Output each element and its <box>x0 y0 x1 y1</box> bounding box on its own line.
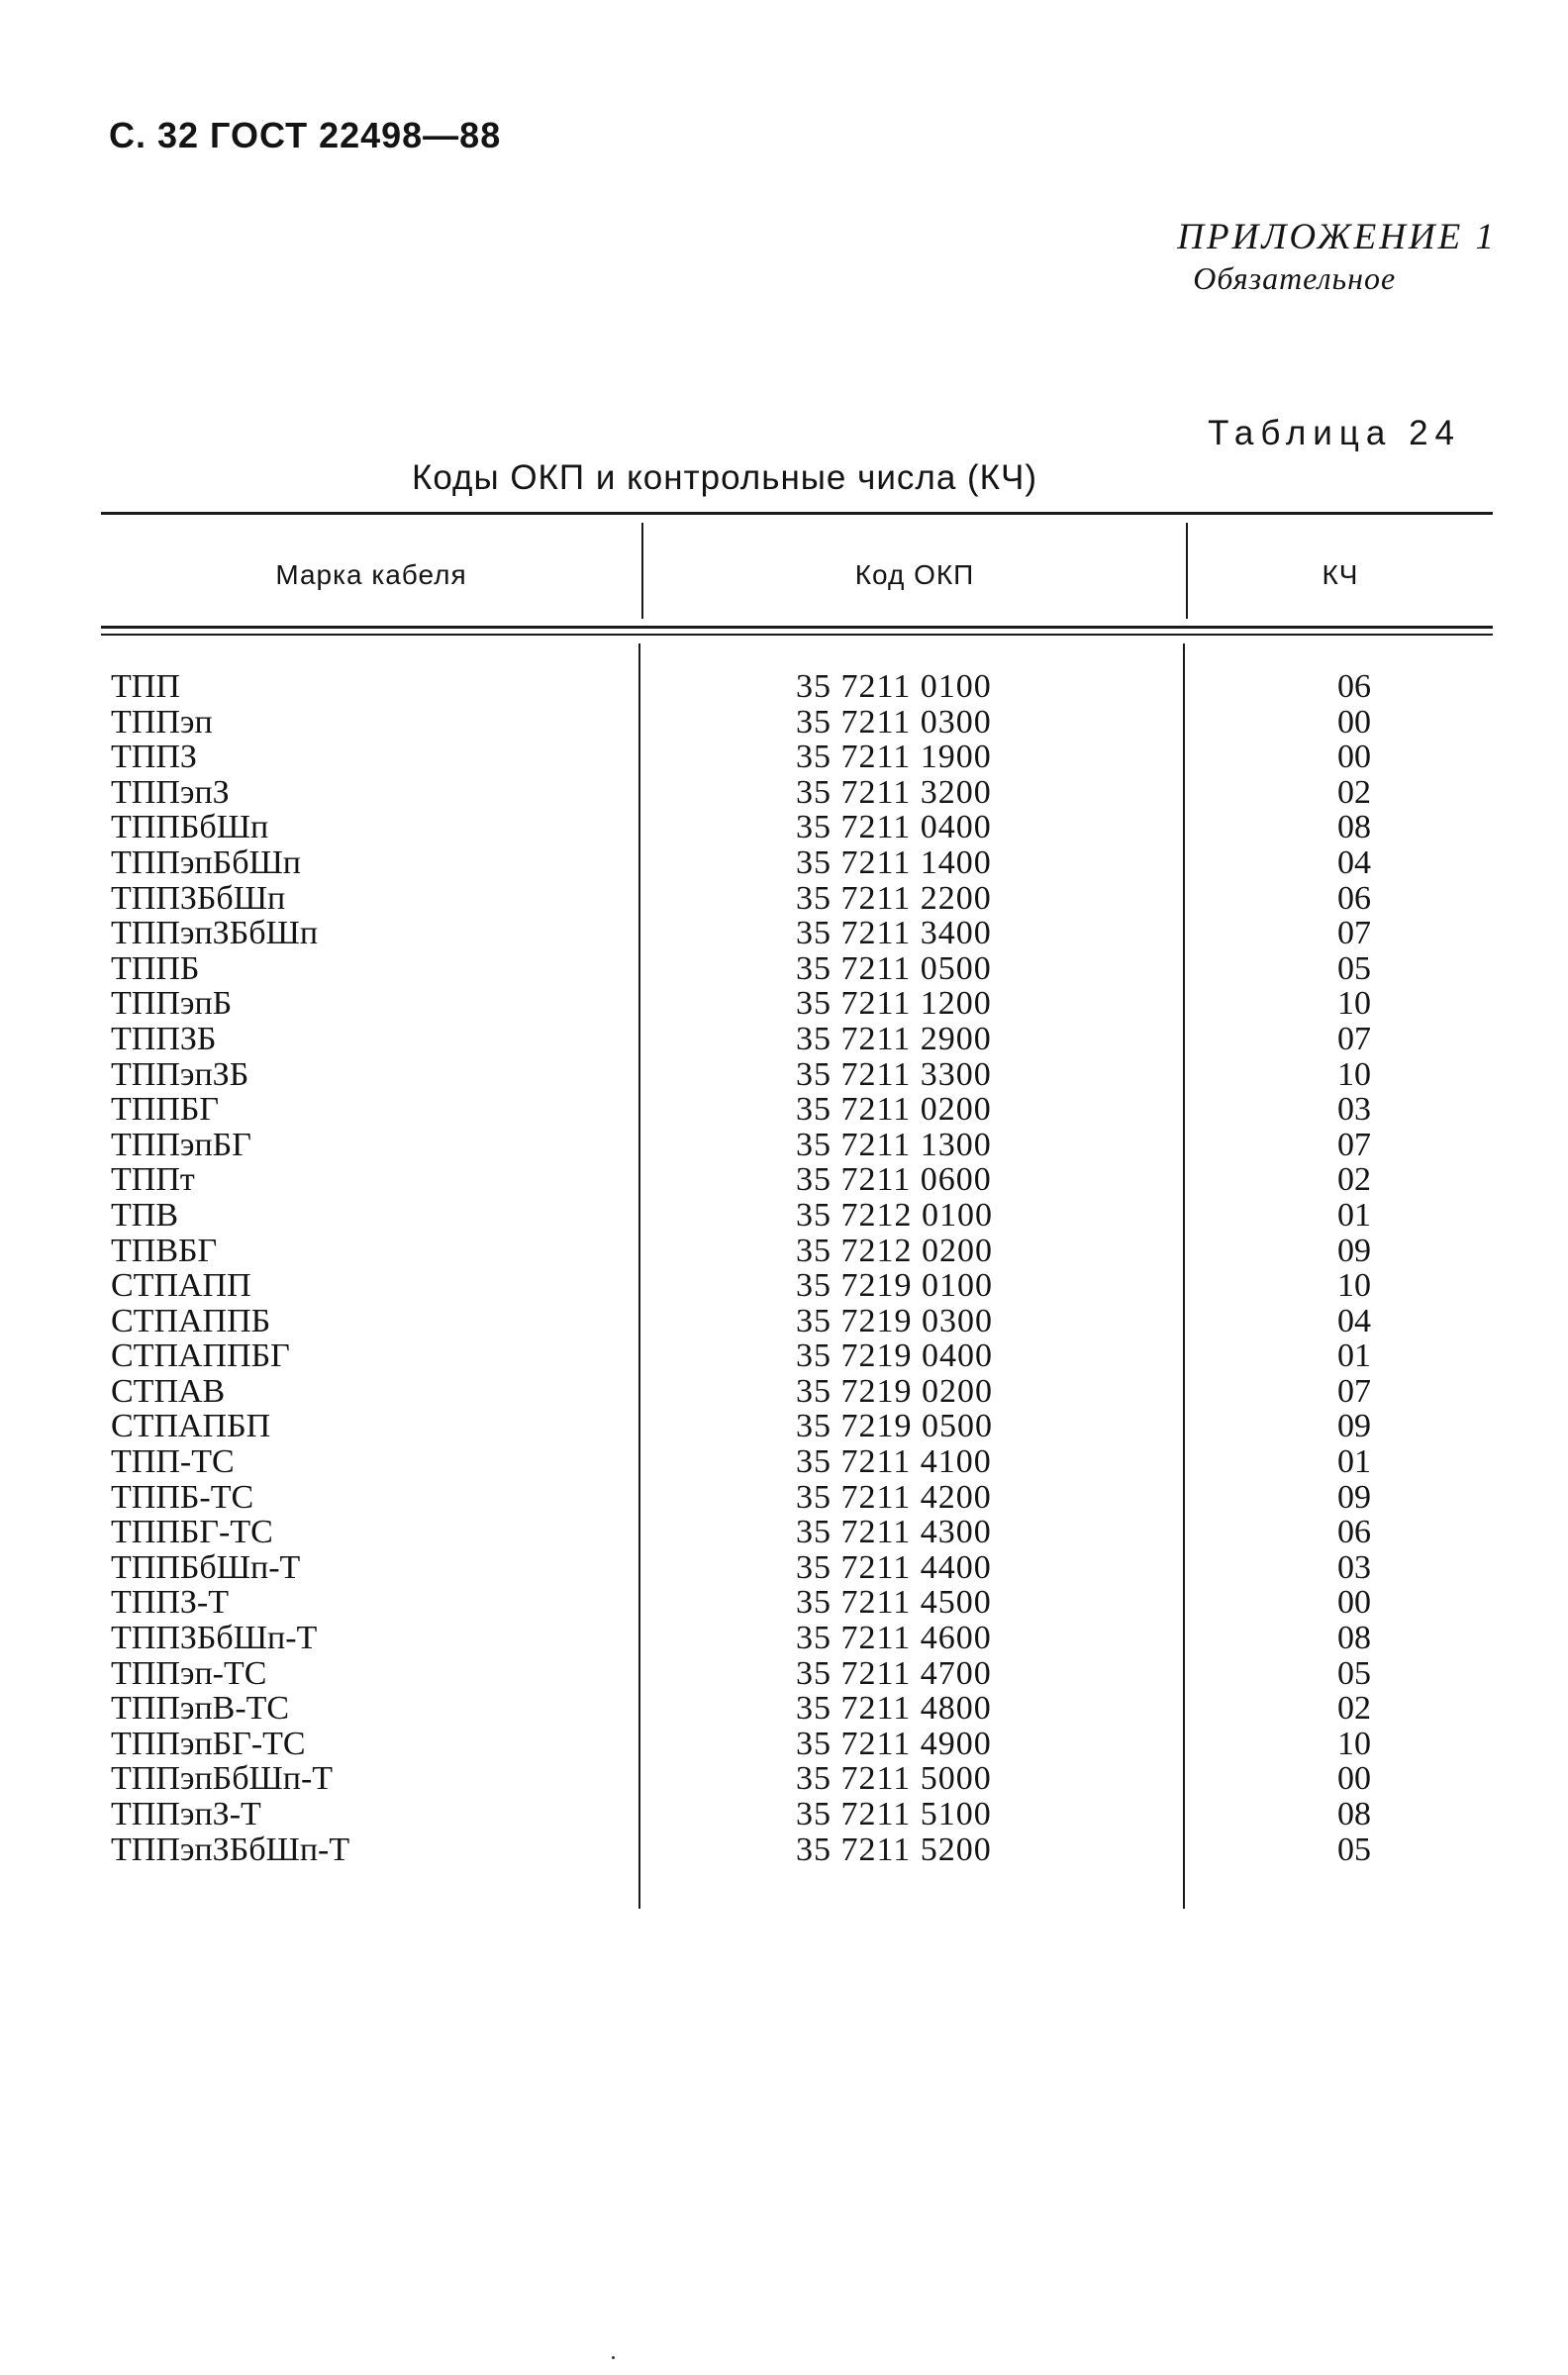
table-row <box>0 1234 1568 1269</box>
table-row <box>0 1022 1568 1057</box>
okp-code: 35 7219 0200 <box>796 1372 993 1410</box>
okp-code: 35 7211 4300 <box>796 1514 992 1551</box>
cable-mark: ТППэпЗ <box>111 773 230 811</box>
cable-mark: ТППЗБбШп <box>111 879 286 917</box>
cable-mark: ТППт <box>111 1161 195 1199</box>
control-number: 08 <box>1337 1620 1371 1657</box>
table-row <box>0 951 1568 987</box>
cable-mark: ТППЗ <box>111 739 197 776</box>
appendix-subtitle: Обязательное <box>1193 260 1397 296</box>
table-row <box>0 1092 1568 1128</box>
okp-code: 35 7211 0100 <box>796 668 992 705</box>
control-number: 10 <box>1337 1055 1371 1093</box>
cable-mark: ТППэпБбШп <box>111 843 301 881</box>
cable-mark: ТППБбШп <box>111 809 269 846</box>
okp-code: 35 7211 2200 <box>796 879 992 917</box>
table-row <box>0 916 1568 951</box>
table-row <box>0 845 1568 881</box>
control-number: 04 <box>1337 843 1371 881</box>
control-number: 05 <box>1337 949 1371 987</box>
control-number: 01 <box>1337 1443 1371 1481</box>
control-number: 08 <box>1337 809 1371 846</box>
table-row <box>0 986 1568 1022</box>
control-number: 00 <box>1337 739 1371 776</box>
table-row <box>0 775 1568 811</box>
control-number: 00 <box>1337 703 1371 741</box>
table-row <box>0 1374 1568 1410</box>
okp-code: 35 7211 0600 <box>796 1161 992 1199</box>
table-row <box>0 881 1568 917</box>
table-row <box>0 1515 1568 1550</box>
okp-code: 35 7211 5200 <box>796 1831 992 1868</box>
cable-mark: ТППэпБГ-ТС <box>111 1725 306 1762</box>
okp-code: 35 7211 1300 <box>796 1126 992 1163</box>
okp-code: 35 7211 4100 <box>796 1443 992 1481</box>
okp-code: 35 7211 0300 <box>796 703 992 741</box>
control-number: 07 <box>1337 915 1371 952</box>
table-row <box>0 1656 1568 1692</box>
okp-code: 35 7211 0200 <box>796 1091 992 1129</box>
control-number: 05 <box>1337 1831 1371 1868</box>
control-number: 09 <box>1337 1232 1371 1269</box>
okp-code: 35 7219 0100 <box>796 1267 993 1305</box>
cable-mark: ТППЗ-Т <box>111 1584 229 1622</box>
control-number: 08 <box>1337 1796 1371 1832</box>
control-number: 05 <box>1337 1654 1371 1692</box>
table-row <box>0 1761 1568 1797</box>
okp-code: 35 7211 3400 <box>796 915 992 952</box>
okp-code: 35 7211 3300 <box>796 1055 992 1093</box>
okp-code: 35 7211 1400 <box>796 843 992 881</box>
cable-mark: СТПАПБП <box>111 1408 271 1445</box>
control-number: 06 <box>1337 668 1371 705</box>
cable-mark: СТПАППБГ <box>111 1337 290 1375</box>
okp-code: 35 7211 5000 <box>796 1760 992 1798</box>
okp-code: 35 7212 0200 <box>796 1232 993 1269</box>
okp-code: 35 7211 0400 <box>796 809 992 846</box>
table-number: Таблица 24 <box>1208 414 1461 452</box>
control-number: 06 <box>1337 1514 1371 1551</box>
cable-mark: ТППЗБ <box>111 1020 217 1057</box>
table-row <box>0 1832 1568 1868</box>
control-number: 07 <box>1337 1126 1371 1163</box>
table-top-rule <box>101 512 1493 515</box>
okp-code: 35 7219 0500 <box>796 1408 993 1445</box>
cable-mark: ТППэпЗБбШп-Т <box>111 1831 350 1868</box>
appendix-block <box>1177 216 1497 297</box>
header-bottom-rule <box>101 626 1493 629</box>
cable-mark: ТППэпВ-ТС <box>111 1690 290 1728</box>
table-body <box>0 669 1568 1867</box>
table-row <box>0 1480 1568 1516</box>
table-row <box>0 1797 1568 1832</box>
table-row <box>0 740 1568 775</box>
control-number: 04 <box>1337 1302 1371 1339</box>
column-header-kch: КЧ <box>1322 559 1359 590</box>
page-dot <box>612 2356 615 2359</box>
cable-mark: ТППэпБГ <box>111 1126 251 1163</box>
table-row <box>0 669 1568 705</box>
appendix-title: ПРИЛОЖЕНИЕ 1 <box>1177 217 1497 257</box>
okp-code: 35 7211 4500 <box>796 1584 992 1622</box>
cable-mark: ТПП-ТС <box>111 1443 235 1481</box>
okp-code: 35 7219 0400 <box>796 1337 993 1375</box>
table-row <box>0 1162 1568 1198</box>
header-bottom-rule-double <box>101 634 1493 636</box>
control-number: 10 <box>1337 985 1371 1023</box>
control-number: 02 <box>1337 1690 1371 1728</box>
cable-mark: ТППБ <box>111 949 200 987</box>
control-number: 09 <box>1337 1478 1371 1516</box>
cable-mark: СТПАППБ <box>111 1302 271 1339</box>
table-row <box>0 1198 1568 1234</box>
table-caption-wrap <box>0 458 1568 498</box>
table-row <box>0 1444 1568 1480</box>
table-row <box>0 1727 1568 1762</box>
cable-mark: ТППБ-ТС <box>111 1478 254 1516</box>
control-number: 07 <box>1337 1372 1371 1410</box>
okp-code: 35 7219 0300 <box>796 1302 993 1339</box>
control-number: 01 <box>1337 1196 1371 1234</box>
okp-code: 35 7211 5100 <box>796 1796 992 1832</box>
okp-code: 35 7211 4700 <box>796 1654 992 1692</box>
table-caption: Коды ОКП и контрольные числа (КЧ) <box>411 458 1038 497</box>
cable-mark: ТППЗБбШп-Т <box>111 1620 318 1657</box>
page-header: С. 32 ГОСТ 22498—88 <box>109 115 502 155</box>
cable-mark: ТПВБГ <box>111 1232 218 1269</box>
table-row <box>0 1621 1568 1656</box>
cable-mark: СТПАВ <box>111 1372 226 1410</box>
control-number: 03 <box>1337 1548 1371 1586</box>
control-number: 09 <box>1337 1408 1371 1445</box>
table-row <box>0 1057 1568 1093</box>
okp-code: 35 7211 0500 <box>796 949 992 987</box>
column-header-mark: Марка кабеля <box>275 559 467 590</box>
okp-code: 35 7211 4600 <box>796 1620 992 1657</box>
cable-mark: ТППэпБ <box>111 985 233 1023</box>
okp-code: 35 7211 4800 <box>796 1690 992 1728</box>
table-row <box>0 1304 1568 1339</box>
table-row <box>0 810 1568 845</box>
table-row <box>0 1691 1568 1727</box>
okp-code: 35 7211 4200 <box>796 1478 992 1516</box>
cable-mark: ТПП <box>111 668 180 705</box>
table-row <box>0 1128 1568 1163</box>
table-row <box>0 1338 1568 1374</box>
cable-mark: ТППэпЗ-Т <box>111 1796 261 1832</box>
cable-mark: ТППэпЗБ <box>111 1055 249 1093</box>
cable-mark: ТППБбШп-Т <box>111 1548 301 1586</box>
table-row <box>0 705 1568 741</box>
control-number: 00 <box>1337 1760 1371 1798</box>
control-number: 10 <box>1337 1267 1371 1305</box>
cable-mark: ТППэпЗБбШп <box>111 915 319 952</box>
cable-mark: ТППБГ <box>111 1091 220 1129</box>
okp-code: 35 7211 4400 <box>796 1548 992 1586</box>
okp-code: 35 7211 4900 <box>796 1725 992 1762</box>
control-number: 10 <box>1337 1725 1371 1762</box>
cable-mark: ТППБГ-ТС <box>111 1514 273 1551</box>
cable-mark: СТПАПП <box>111 1267 251 1305</box>
control-number: 03 <box>1337 1091 1371 1129</box>
control-number: 06 <box>1337 879 1371 917</box>
table-row <box>0 1550 1568 1586</box>
column-header-code: Код ОКП <box>854 559 975 590</box>
okp-code: 35 7212 0100 <box>796 1196 993 1234</box>
table-row <box>0 1268 1568 1304</box>
cable-mark: ТППэп-ТС <box>111 1654 267 1692</box>
okp-code: 35 7211 1200 <box>796 985 992 1023</box>
control-number: 02 <box>1337 1161 1371 1199</box>
okp-code: 35 7211 3200 <box>796 773 992 811</box>
cable-mark: ТППэп <box>111 703 213 741</box>
control-number: 00 <box>1337 1584 1371 1622</box>
table-row <box>0 1409 1568 1444</box>
okp-code: 35 7211 1900 <box>796 739 992 776</box>
table-row <box>0 1585 1568 1621</box>
cable-mark: ТПВ <box>111 1196 178 1234</box>
control-number: 01 <box>1337 1337 1371 1375</box>
okp-code: 35 7211 2900 <box>796 1020 992 1057</box>
control-number: 07 <box>1337 1020 1371 1057</box>
cable-mark: ТППэпБбШп-Т <box>111 1760 334 1798</box>
control-number: 02 <box>1337 773 1371 811</box>
